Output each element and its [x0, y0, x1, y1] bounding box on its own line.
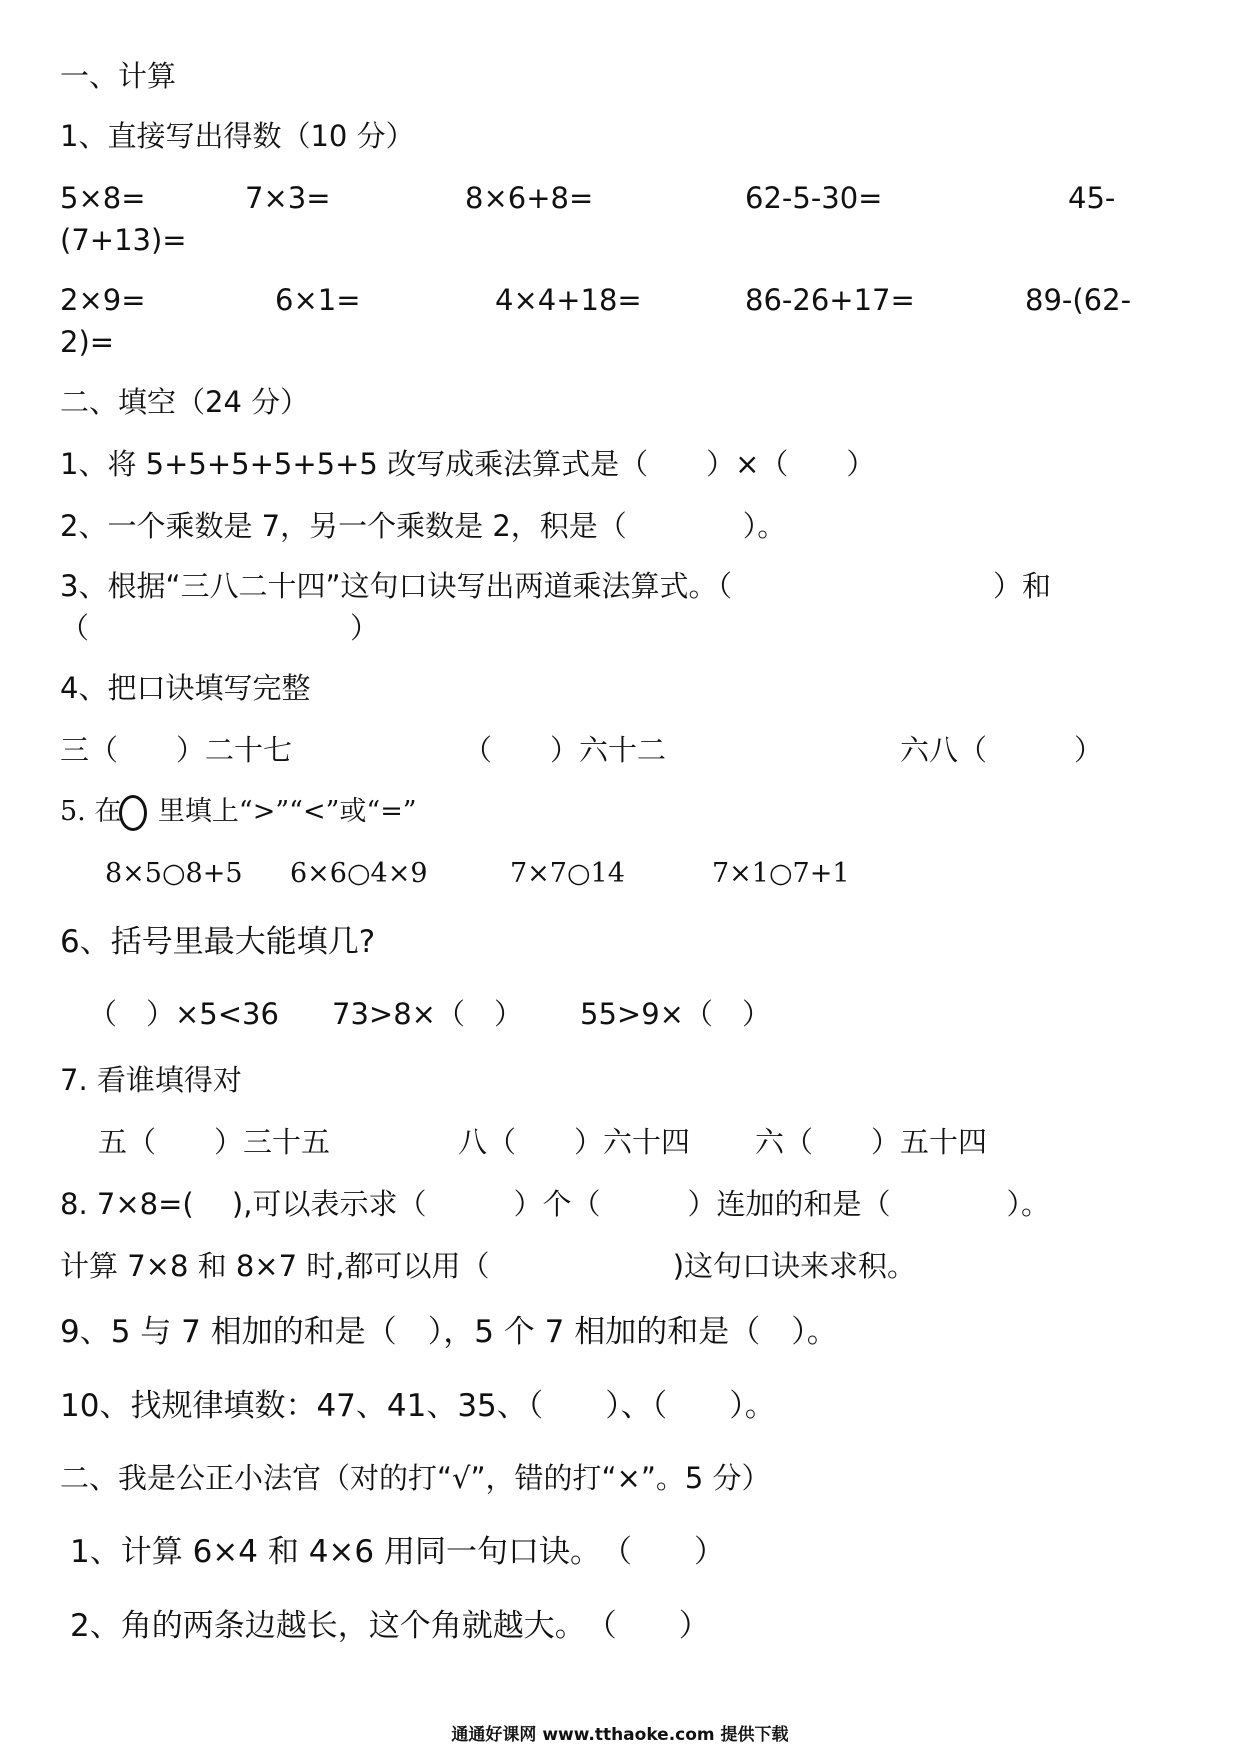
compare-item: 6×6○4×9 — [290, 858, 428, 889]
fill-question-8: 8. 7×8=( ),可以表示求（ ）个（ ）连加的和是（ ）。 — [60, 1187, 1050, 1221]
calc-item: 86-26+17= — [745, 283, 915, 317]
calc-item: 5×8= — [60, 181, 146, 215]
calc-item-wrap: (7+13)= — [60, 223, 187, 257]
section-title-fill-blanks: 二、填空（24 分） — [60, 385, 310, 419]
calc-item-wrap: 2)= — [60, 325, 115, 359]
judge-question-2: 2、角的两条边越长，这个角就越大。 （ ） — [70, 1608, 710, 1644]
question-title-direct-answers: 1、直接写出得数（10 分） — [60, 119, 415, 153]
calc-item: 4×4+18= — [495, 283, 642, 317]
calc-item: 62-5-30= — [745, 181, 883, 215]
compare-item: 7×1○7+1 — [712, 858, 850, 889]
max-fill-item: 55>9×（ ） — [580, 997, 771, 1031]
calc-item: 8×6+8= — [465, 181, 594, 215]
calc-item: 2×9= — [60, 283, 146, 317]
circle-icon — [119, 795, 147, 831]
q5-prefix: 5. 在 — [60, 796, 122, 827]
rhyme-item: 三（ ）二十七 — [60, 733, 293, 767]
section-title-judge: 二、我是公正小法官（对的打“√”，错的打“×”。5 分） — [60, 1461, 771, 1495]
compare-item: 7×7○14 — [510, 858, 625, 889]
fill-question-8b: 计算 7×8 和 8×7 时,都可以用（ )这句口诀来求积。 — [60, 1249, 917, 1283]
calc-item: 45- — [1068, 181, 1116, 215]
fill-question-10: 10、找规律填数：47、41、35、（ ）、（ ）。 — [60, 1388, 776, 1424]
judge-question-1: 1、计算 6×4 和 4×6 用同一句口诀。 （ ） — [70, 1534, 725, 1570]
compare-item: 8×5○8+5 — [105, 858, 243, 889]
calc-item: 7×3= — [245, 181, 331, 215]
fill-question-4: 4、把口诀填写完整 — [60, 671, 311, 705]
max-fill-item: 73>8×（ ） — [332, 997, 523, 1031]
rhyme-item: 六八（ ） — [900, 733, 1104, 767]
q5-suffix: 里填上“>”“<”或“=” — [149, 796, 417, 827]
fill-question-5 — [60, 794, 417, 831]
fill-question-7: 7. 看谁填得对 — [60, 1063, 242, 1097]
rhyme-item: 五（ ）三十五 — [98, 1125, 331, 1159]
rhyme-item: 八（ ）六十四 — [458, 1125, 691, 1159]
fill-question-3-wrap: （ ） — [60, 611, 380, 645]
footer-source: 通通好课网 www.tthaoke.com 提供下载 — [451, 1725, 789, 1745]
rhyme-item: 六（ ）五十四 — [755, 1125, 988, 1159]
calc-item: 89-(62- — [1025, 283, 1132, 317]
fill-question-2: 2、一个乘数是 7，另一个乘数是 2，积是（ ）。 — [60, 509, 787, 543]
fill-question-1: 1、将 5+5+5+5+5+5 改写成乘法算式是（ ）×（ ） — [60, 447, 876, 481]
rhyme-item: （ ）六十二 — [463, 733, 667, 767]
section-title-calculation: 一、计算 — [60, 59, 177, 93]
fill-question-9: 9、5 与 7 相加的和是（ ），5 个 7 相加的和是（ ）。 — [60, 1314, 838, 1350]
fill-question-3: 3、根据“三八二十四”这句口诀写出两道乘法算式。（ ）和 — [60, 569, 1052, 603]
fill-question-6: 6、括号里最大能填几? — [60, 924, 376, 960]
calc-item: 6×1= — [275, 283, 361, 317]
max-fill-item: （ ）×5<36 — [88, 997, 279, 1031]
